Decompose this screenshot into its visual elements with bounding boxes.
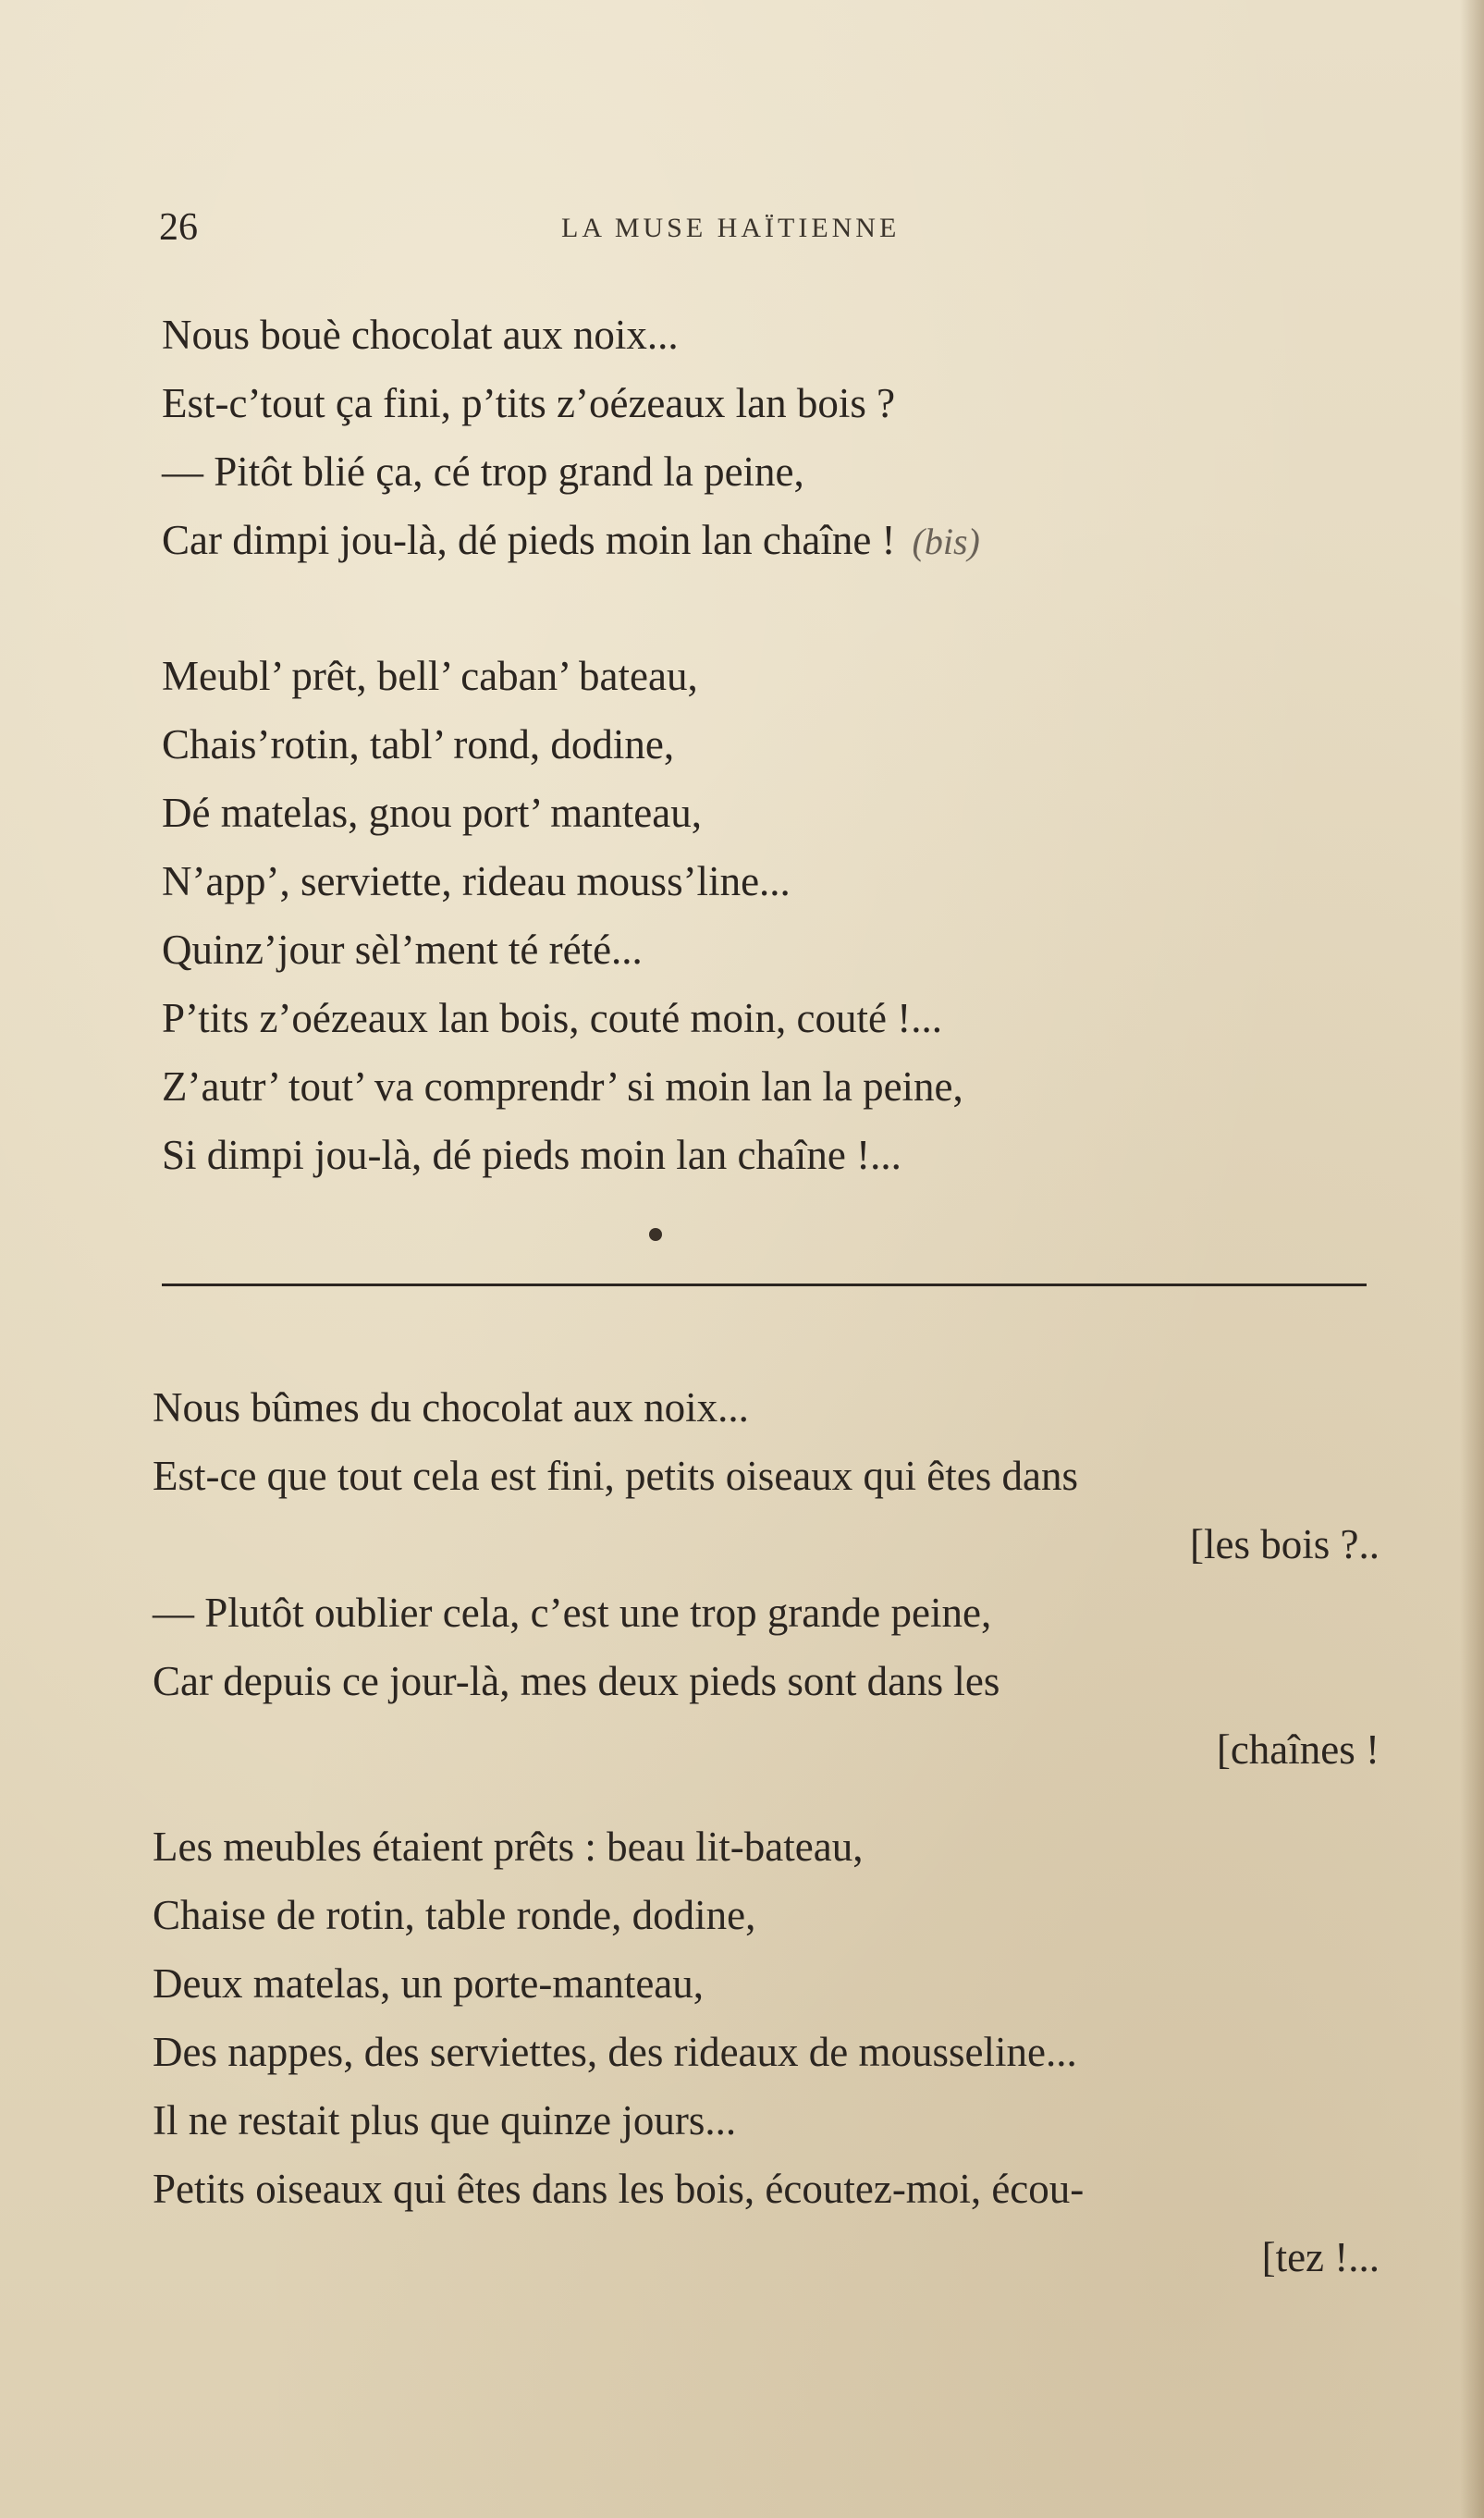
- page-number: 26: [159, 206, 198, 249]
- page-edge-shadow: [1460, 0, 1484, 2518]
- verse-line: Nous bouè chocolat aux noix...: [162, 312, 679, 358]
- verse-line: Les meubles étaient prêts : beau lit-bateau,: [153, 1824, 864, 1870]
- verse-line: Est-c’tout ça fini, p’tits z’oézeaux lan bois ?: [162, 380, 896, 426]
- verse-line: Chais’rotin, tabl’ rond, dodine,: [162, 721, 675, 768]
- running-title: LA MUSE HAÏTIENNE: [561, 213, 901, 243]
- bis-marker: (bis): [912, 521, 980, 562]
- verse-line-text: Car dimpi jou-là, dé pieds moin lan chaîne !: [162, 517, 896, 563]
- creole-stanza-2: [162, 642, 963, 1189]
- verse-line: Si dimpi jou-là, dé pieds moin lan chaîne !...: [162, 1132, 901, 1178]
- verse-line: Dé matelas, gnou port’ manteau,: [162, 790, 702, 836]
- verse-line: N’app’, serviette, rideau mouss’line...: [162, 858, 791, 904]
- creole-stanza-1: [162, 301, 980, 574]
- verse-line-with-bis: [162, 506, 980, 574]
- verse-line: Nous bûmes du chocolat aux noix...: [153, 1384, 749, 1431]
- french-stanza-2: [153, 1812, 1380, 2291]
- verse-line: Quinz’jour sèl’ment té rété...: [162, 927, 643, 973]
- verse-line: Il ne restait plus que quinze jours...: [153, 2097, 737, 2143]
- verse-line-continuation: [chaînes !: [1216, 1726, 1380, 1773]
- verse-line: Des nappes, des serviettes, des rideaux de mousseline...: [153, 2029, 1077, 2075]
- verse-line: Car depuis ce jour-là, mes deux pieds sont dans les: [153, 1658, 1000, 1704]
- verse-line: — Plutôt oublier cela, c’est une trop grande peine,: [153, 1590, 992, 1636]
- verse-line: P’tits z’oézeaux lan bois, couté moin, couté !...: [162, 995, 942, 1041]
- verse-line: Est-ce que tout cela est fini, petits oiseaux qui êtes dans: [153, 1453, 1078, 1499]
- verse-line-continuation: [tez !...: [1261, 2234, 1380, 2280]
- ornament-dot: [649, 1228, 662, 1241]
- verse-line: — Pitôt blié ça, cé trop grand la peine,: [162, 448, 804, 495]
- french-stanza-1: [153, 1373, 1380, 1784]
- verse-line: Petits oiseaux qui êtes dans les bois, écoutez-moi, écou-: [153, 2166, 1085, 2212]
- verse-line: Z’autr’ tout’ va comprendr’ si moin lan la peine,: [162, 1063, 963, 1110]
- verse-line: Meubl’ prêt, bell’ caban’ bateau,: [162, 653, 698, 699]
- verse-line: Deux matelas, un porte-manteau,: [153, 1960, 705, 2007]
- section-divider: [162, 1284, 1367, 1286]
- running-head: [159, 205, 1368, 261]
- verse-line-continuation: [les bois ?..: [1190, 1521, 1380, 1567]
- verse-line: Chaise de rotin, table ronde, dodine,: [153, 1892, 756, 1938]
